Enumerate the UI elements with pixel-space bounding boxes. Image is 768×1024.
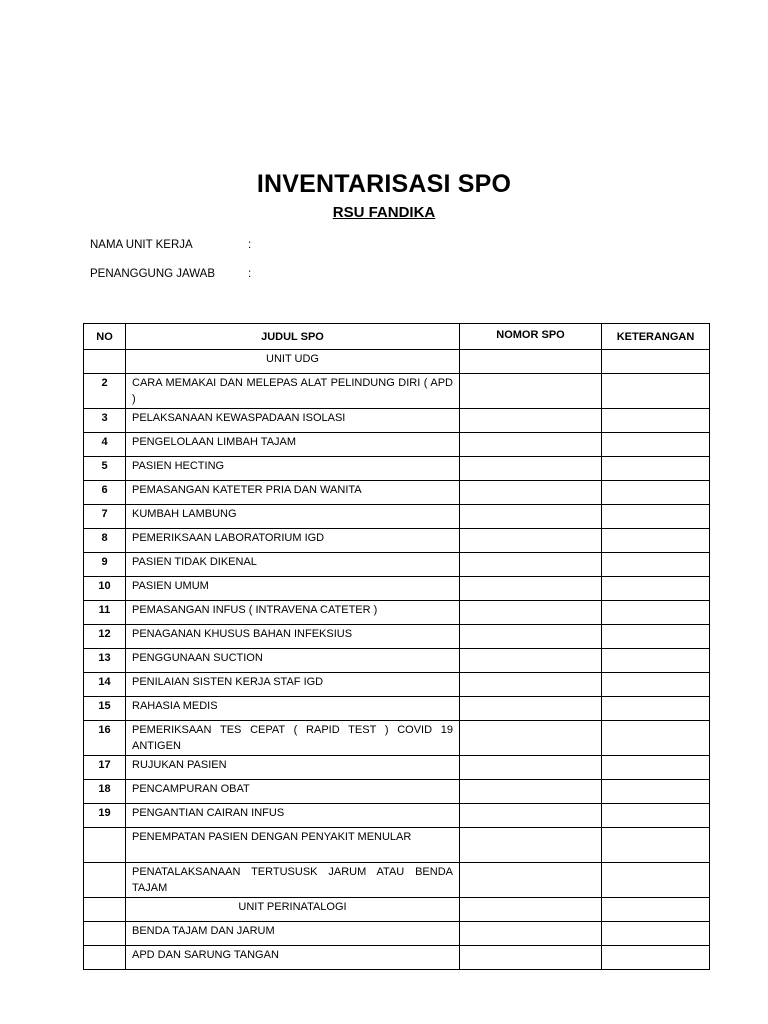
field-nama-unit-kerja [90, 239, 251, 251]
field-separator: : [248, 239, 252, 251]
cell-nomor-spo [460, 780, 602, 804]
header-nomor-spo: NOMOR SPO [460, 324, 602, 350]
table-row [84, 828, 710, 863]
table-body [84, 350, 710, 970]
cell-nomor-spo [460, 673, 602, 697]
document-title: INVENTARISASI SPO [256, 170, 512, 198]
cell-judul-spo: CARA MEMAKAI DAN MELEPAS ALAT PELINDUNG DIRI ( APD ) [126, 374, 460, 409]
cell-judul-spo: PENGELOLAAN LIMBAH TAJAM [126, 433, 460, 457]
field-label: NAMA UNIT KERJA [90, 239, 193, 251]
cell-judul-spo: BENDA TAJAM DAN JARUM [126, 922, 460, 946]
cell-no: 5 [84, 457, 126, 481]
cell-nomor-spo [460, 433, 602, 457]
cell-nomor-spo [460, 374, 602, 409]
table-row [84, 649, 710, 673]
cell-no: 11 [84, 601, 126, 625]
cell-keterangan [602, 374, 710, 409]
cell-keterangan [602, 350, 710, 374]
cell-keterangan [602, 601, 710, 625]
field-label: PENANGGUNG JAWAB [90, 268, 216, 280]
table-row [84, 481, 710, 505]
document-subtitle: RSU FANDIKA [332, 204, 436, 221]
cell-no: 6 [84, 481, 126, 505]
cell-nomor-spo [460, 649, 602, 673]
cell-keterangan [602, 553, 710, 577]
cell-no [84, 946, 126, 970]
cell-keterangan [602, 828, 710, 863]
cell-judul-spo: PENATALAKSANAAN TERTUSUSK JARUM ATAU BENDA TAJAM [126, 863, 460, 898]
cell-keterangan [602, 756, 710, 780]
table-row [84, 721, 710, 756]
cell-nomor-spo [460, 898, 602, 922]
table-section-row [84, 898, 710, 922]
cell-judul-spo: PASIEN TIDAK DIKENAL [126, 553, 460, 577]
cell-judul-spo: KUMBAH LAMBUNG [126, 505, 460, 529]
header-keterangan: KETERANGAN [602, 324, 710, 350]
cell-nomor-spo [460, 756, 602, 780]
cell-no: 2 [84, 374, 126, 409]
cell-judul-spo: PENGANTIAN CAIRAN INFUS [126, 804, 460, 828]
cell-nomor-spo [460, 863, 602, 898]
table-section-row [84, 350, 710, 374]
cell-nomor-spo [460, 922, 602, 946]
cell-no: 15 [84, 697, 126, 721]
cell-nomor-spo [460, 529, 602, 553]
cell-no: 16 [84, 721, 126, 756]
table-row [84, 409, 710, 433]
cell-nomor-spo [460, 946, 602, 970]
cell-keterangan [602, 863, 710, 898]
table-row [84, 673, 710, 697]
table-row [84, 374, 710, 409]
cell-judul-spo: PEMASANGAN INFUS ( INTRAVENA CATETER ) [126, 601, 460, 625]
table-row [84, 553, 710, 577]
table-row [84, 804, 710, 828]
cell-judul-spo: PEMERIKSAAN TES CEPAT ( RAPID TEST ) COVID 19 ANTIGEN [126, 721, 460, 756]
cell-nomor-spo [460, 350, 602, 374]
cell-keterangan [602, 505, 710, 529]
cell-judul-spo: PELAKSANAAN KEWASPADAAN ISOLASI [126, 409, 460, 433]
cell-no [84, 898, 126, 922]
cell-keterangan [602, 457, 710, 481]
cell-nomor-spo [460, 804, 602, 828]
cell-keterangan [602, 804, 710, 828]
cell-keterangan [602, 409, 710, 433]
cell-keterangan [602, 433, 710, 457]
field-separator: : [248, 268, 252, 280]
cell-judul-spo: PENCAMPURAN OBAT [126, 780, 460, 804]
cell-no: 19 [84, 804, 126, 828]
cell-judul-spo: PENAGANAN KHUSUS BAHAN INFEKSIUS [126, 625, 460, 649]
cell-judul-spo: PENGGUNAAN SUCTION [126, 649, 460, 673]
cell-judul-spo: PASIEN UMUM [126, 577, 460, 601]
cell-nomor-spo [460, 553, 602, 577]
table-row [84, 601, 710, 625]
table-row [84, 946, 710, 970]
cell-nomor-spo [460, 409, 602, 433]
cell-no: 7 [84, 505, 126, 529]
cell-no [84, 828, 126, 863]
spo-table [83, 323, 710, 970]
cell-judul-spo: PEMASANGAN KATETER PRIA DAN WANITA [126, 481, 460, 505]
cell-keterangan [602, 625, 710, 649]
table-row [84, 625, 710, 649]
cell-nomor-spo [460, 625, 602, 649]
cell-no: 4 [84, 433, 126, 457]
cell-no [84, 863, 126, 898]
cell-judul-spo: RAHASIA MEDIS [126, 697, 460, 721]
cell-nomor-spo [460, 721, 602, 756]
cell-no [84, 350, 126, 374]
table-row [84, 577, 710, 601]
cell-nomor-spo [460, 481, 602, 505]
table-row [84, 922, 710, 946]
cell-judul-spo: APD DAN SARUNG TANGAN [126, 946, 460, 970]
cell-no: 10 [84, 577, 126, 601]
cell-keterangan [602, 898, 710, 922]
cell-no: 9 [84, 553, 126, 577]
cell-judul-spo: UNIT UDG [126, 350, 460, 374]
header-judul-spo: JUDUL SPO [126, 324, 460, 350]
cell-nomor-spo [460, 828, 602, 863]
cell-judul-spo: PEMERIKSAAN LABORATORIUM IGD [126, 529, 460, 553]
cell-nomor-spo [460, 601, 602, 625]
cell-judul-spo: PENILAIAN SISTEN KERJA STAF IGD [126, 673, 460, 697]
table-header-row [84, 324, 710, 350]
cell-no: 17 [84, 756, 126, 780]
cell-keterangan [602, 780, 710, 804]
table-row [84, 529, 710, 553]
cell-no: 12 [84, 625, 126, 649]
cell-keterangan [602, 529, 710, 553]
cell-nomor-spo [460, 505, 602, 529]
cell-nomor-spo [460, 577, 602, 601]
cell-nomor-spo [460, 697, 602, 721]
cell-no: 18 [84, 780, 126, 804]
table-row [84, 697, 710, 721]
cell-keterangan [602, 922, 710, 946]
cell-keterangan [602, 577, 710, 601]
table-row [84, 863, 710, 898]
table-row [84, 756, 710, 780]
cell-no: 13 [84, 649, 126, 673]
cell-no: 3 [84, 409, 126, 433]
cell-judul-spo: PENEMPATAN PASIEN DENGAN PENYAKIT MENULAR [126, 828, 460, 863]
cell-judul-spo: PASIEN HECTING [126, 457, 460, 481]
field-penanggung-jawab [90, 268, 251, 280]
cell-no: 14 [84, 673, 126, 697]
cell-no [84, 922, 126, 946]
cell-keterangan [602, 697, 710, 721]
cell-keterangan [602, 721, 710, 756]
table-row [84, 505, 710, 529]
table-row [84, 433, 710, 457]
cell-keterangan [602, 673, 710, 697]
cell-judul-spo: UNIT PERINATALOGI [126, 898, 460, 922]
cell-no: 8 [84, 529, 126, 553]
cell-judul-spo: RUJUKAN PASIEN [126, 756, 460, 780]
table-row [84, 780, 710, 804]
cell-keterangan [602, 481, 710, 505]
header-no: NO [84, 324, 126, 350]
cell-keterangan [602, 649, 710, 673]
table-row [84, 457, 710, 481]
cell-keterangan [602, 946, 710, 970]
cell-nomor-spo [460, 457, 602, 481]
